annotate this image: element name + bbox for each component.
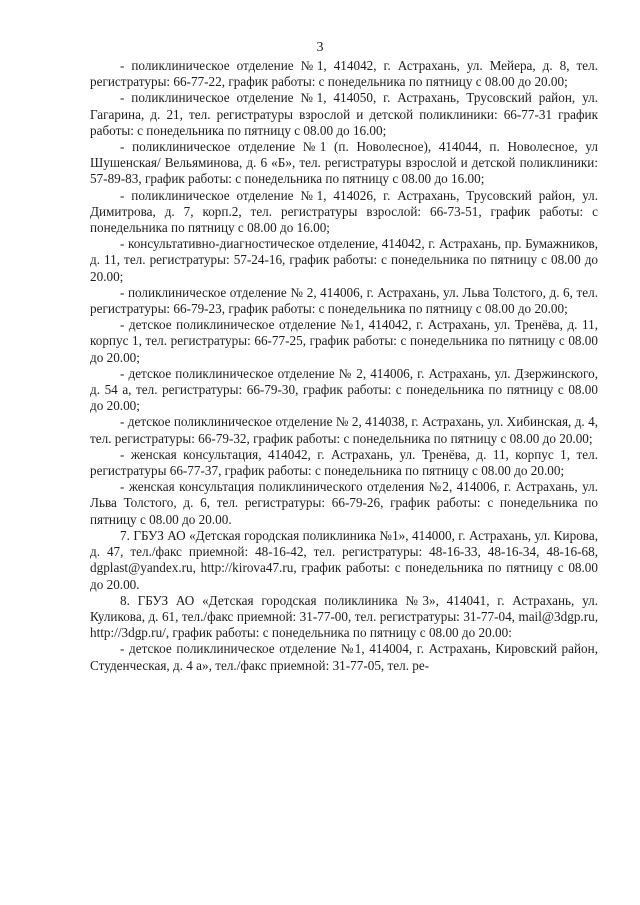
paragraph: - консультативно-диагностическое отделение, 414042, г. Астрахань, пр. Бумажников, д. 11, тел. регистратуры: 57-24-16, график работы: с понедельника по пятницу с 08.00 до 20.00; bbox=[90, 236, 598, 284]
paragraph: - детское поликлиническое отделение № 2, 414038, г. Астрахань, ул. Хибинская, д. 4, тел. регистратуры: 66-79-32, график работы: с понедельника по пятницу с 08.00 до 20.00; bbox=[90, 414, 598, 446]
paragraph: - поликлиническое отделение №1, 414042, г. Астрахань, ул. Мейера, д. 8, тел. регистратуры: 66-77-22, график работы: с понедельника по пятницу с 08.00 до 20.00; bbox=[90, 58, 598, 90]
numbered-item: 8. ГБУЗ АО «Детская городская поликлиника №3», 414041, г. Астрахань, ул. Куликова, д. 61, тел./факс приемной: 31-77-00, тел. регистратуры: 31-77-04, mail@3dgp.ru, http://3dgp.ru/, график работы: с понедельника по пятницу с 08.00 до 20.00: bbox=[90, 592, 598, 641]
paragraph: - поликлиническое отделение №1 (п. Новолесное), 414044, п. Новолесное, ул Шушенская/ Вельяминова, д. 6 «Б», тел. регистратуры взрослой и детской поликлиники: 57-89-83, график работы: с понедельника по пятницу с 08.00 до 16.00; bbox=[90, 139, 598, 187]
paragraph: - женская консультация, 414042, г. Астрахань, ул. Тренёва, д. 11, корпус 1, тел. регистратуры 66-77-37, график работы: с понедельника по пятницу с 08.00 до 20.00; bbox=[90, 446, 598, 479]
page-number: 3 bbox=[316, 40, 324, 55]
paragraph: - детское поликлиническое отделение №1, 414042, г. Астрахань, ул. Тренёва, д. 11, корпус 1, тел. регистратуры: 66-77-25, график работы: с понедельника по пятницу с 08.00 до 20.00; bbox=[90, 317, 598, 365]
paragraph: - детское поликлиническое отделение № 2, 414006, г. Астрахань, ул. Дзержинского, д. 54 а, тел. регистратуры: 66-79-30, график работы: с понедельника по пятницу с 08.00 до 20.00; bbox=[90, 365, 598, 414]
paragraph: - поликлиническое отделение №1, 414050, г. Астрахань, Трусовский район, ул. Гагарина, д. 21, тел. регистратуры взрослой и детской поликлиники: 66-77-31 график работы: с понедельника по пятницу с 08.00 до 16.00; bbox=[90, 90, 598, 138]
paragraph: - женская консультация поликлинического отделения №2, 414006, г. Астрахань, ул. Льва Толстого, д. 6, тел. регистратуры: 66-79-26, график работы: с понедельника по пятницу с 08.00 до 20.00. bbox=[90, 479, 598, 527]
document-body bbox=[90, 58, 598, 674]
paragraph: - поликлиническое отделение №1, 414026, г. Астрахань, Трусовский район, ул. Димитрова, д. 7, корп.2, тел. регистратуры взрослой: 66-73-51, график работы: с понедельника по пятницу с 08.00 до 16.00; bbox=[90, 187, 598, 236]
paragraph: - детское поликлиническое отделение №1, 414004, г. Астрахань, Кировский район, Студенческая, д. 4 а», тел./факс приемной: 31-77-05, тел. ре- bbox=[90, 641, 598, 673]
numbered-item: 7. ГБУЗ АО «Детская городская поликлиника №1», 414000, г. Астрахань, ул. Кирова, д. 47, тел./факс приемной: 48-16-42, тел. регистратуры: 48-16-33, 48-16-34, 48-16-68, dgplast@yandex.ru, http://kirova47.ru, график работы: с понедельника по пятницу с 08.00 до 20.00. bbox=[90, 527, 598, 592]
paragraph: - поликлиническое отделение № 2, 414006, г. Астрахань, ул. Льва Толстого, д. 6, тел. регистратуры: 66-79-23, график работы: с понедельника по пятницу с 08.00 до 20.00; bbox=[90, 284, 598, 317]
